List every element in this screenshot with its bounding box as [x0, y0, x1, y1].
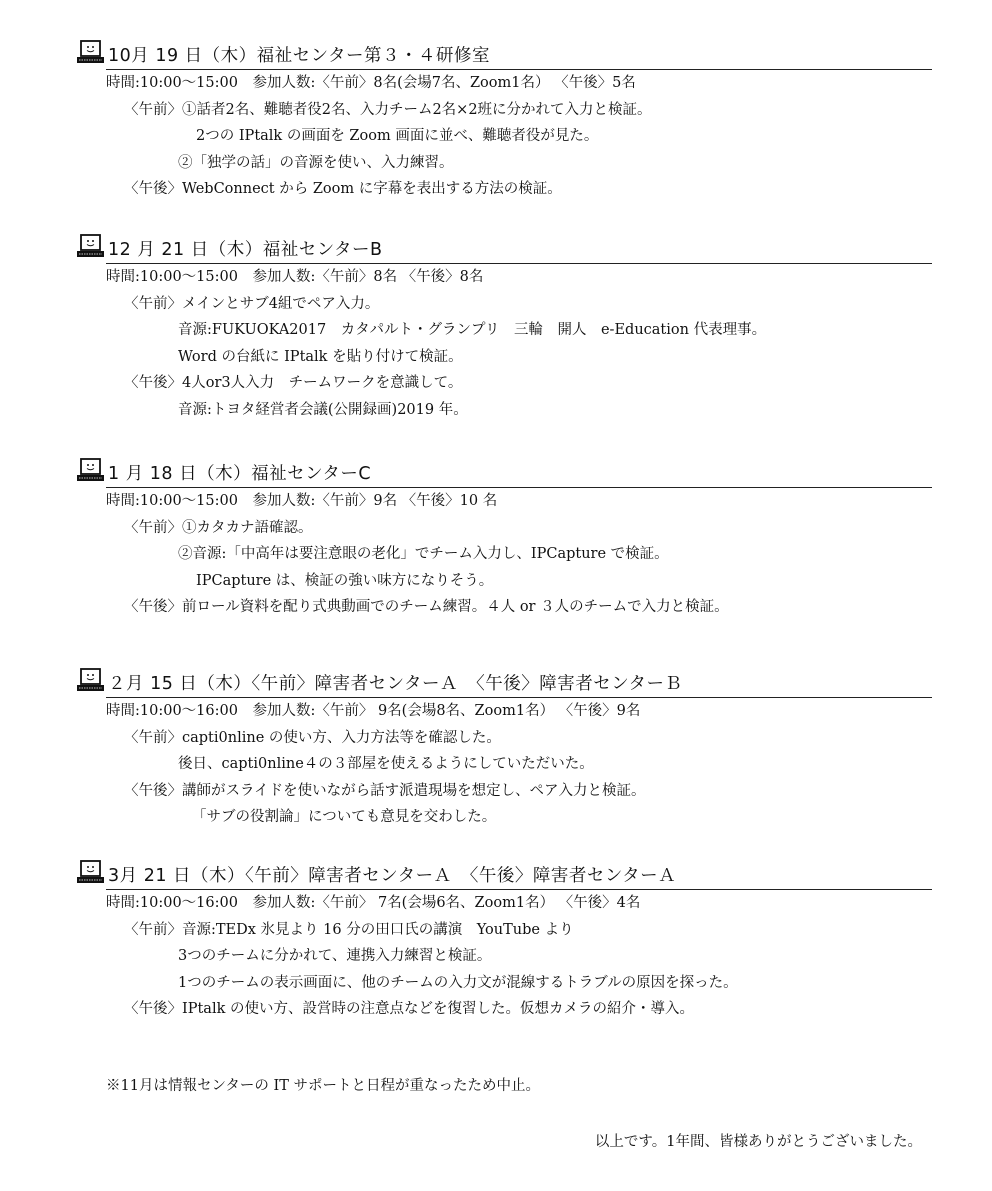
- afternoon-line: 〈午後〉4人or3人入力 チームワークを意識して。: [124, 375, 463, 391]
- session-heading: [76, 856, 932, 890]
- detail-line: 2つの IPtalk の画面を Zoom 画面に並べ、難聴者役が見た。: [196, 128, 599, 144]
- session-heading: [76, 230, 932, 264]
- session-february: [76, 664, 932, 831]
- detail-line: 音源:トヨタ経営者会議(公開録画)2019 年。: [178, 401, 468, 418]
- morning-line: 〈午前〉①話者2名、難聴者役2名、入力チーム2名×2班に分かれて入力と検証。: [124, 101, 652, 118]
- session-heading: [76, 454, 932, 488]
- session-march: [76, 856, 932, 1023]
- detail-line: Word の台紙に IPtalk を貼り付けて検証。: [178, 348, 463, 365]
- session-summary: 時間:10:00～15:00 参加人数:〈午前〉8名 〈午後〉8名: [106, 269, 484, 285]
- session-title: ２月 15 日（木）〈午前〉障害者センターＡ 〈午後〉障害者センターＢ: [108, 674, 683, 694]
- session-summary: 時間:10:00～16:00 参加人数:〈午前〉 7名(会場6名、Zoom1名） 〈午後〉4名: [106, 895, 641, 911]
- session-title: 1 月 18 日（木）福祉センターC: [108, 464, 372, 484]
- session-title: 10月 19 日（木）福祉センター第３・４研修室: [108, 46, 490, 66]
- laptop-icon: [76, 38, 106, 68]
- detail-line: 音源:FUKUOKA2017 カタパルト・グランプリ 三輪 開人 e-Education 代表理事。: [178, 322, 767, 338]
- morning-line: 〈午前〉capti0nline の使い方、入力方法等を確認した。: [124, 729, 501, 746]
- detail-line: ②「独学の話」の音源を使い、入力練習。: [178, 154, 454, 171]
- morning-line: 〈午前〉①カタカナ語確認。: [124, 519, 313, 536]
- afternoon-line: 〈午後〉IPtalk の使い方、設営時の注意点などを復習した。仮想カメラの紹介・導入。: [124, 1001, 694, 1017]
- detail-line: 後日、capti0nline４の３部屋を使えるようにしていただいた。: [178, 756, 594, 772]
- detail-line: IPCapture は、検証の強い味方になりそう。: [196, 572, 494, 589]
- detail-line: 1つのチームの表示画面に、他のチームの入力文が混線するトラブルの原因を探った。: [178, 974, 738, 991]
- afternoon-line: 〈午後〉WebConnect から Zoom に字幕を表出する方法の検証。: [124, 181, 562, 197]
- detail-line: 「サブの役割論」についても意見を交わした。: [192, 809, 497, 825]
- afternoon-line: 〈午後〉前ロール資料を配り式典動画でのチーム練習。４人 or ３人のチームで入力と検証。: [124, 599, 729, 615]
- session-january: [76, 454, 932, 621]
- morning-line: 〈午前〉メインとサブ4組でペア入力。: [124, 295, 380, 312]
- session-title: 12 月 21 日（木）福祉センターB: [108, 240, 383, 260]
- laptop-icon: [76, 456, 106, 486]
- laptop-icon: [76, 666, 106, 696]
- detail-line: 3つのチームに分かれて、連携入力練習と検証。: [178, 948, 492, 964]
- morning-line: 〈午前〉音源:TEDx 氷見より 16 分の田口氏の講演 YouTube より: [124, 921, 574, 938]
- session-october: [76, 36, 932, 203]
- session-summary: 時間:10:00～16:00 参加人数:〈午前〉 9名(会場8名、Zoom1名） 〈午後〉9名: [106, 703, 641, 719]
- laptop-icon: [76, 858, 106, 888]
- session-heading: [76, 36, 932, 70]
- laptop-icon: [76, 232, 106, 262]
- session-title: 3月 21 日（木）〈午前〉障害者センターＡ 〈午後〉障害者センターＡ: [108, 866, 677, 886]
- session-heading: [76, 664, 932, 698]
- closing-remark: 以上です。1年間、皆様ありがとうございました。: [594, 1134, 922, 1150]
- session-summary: 時間:10:00～15:00 参加人数:〈午前〉9名 〈午後〉10 名: [106, 493, 498, 509]
- cancellation-note: ※11月は情報センターの IT サポートと日程が重なったため中止。: [106, 1078, 540, 1094]
- session-december: [76, 230, 932, 423]
- session-summary: 時間:10:00～15:00 参加人数:〈午前〉8名(会場7名、Zoom1名） 〈午後〉5名: [106, 75, 636, 91]
- detail-line: ②音源:「中高年は要注意眼の老化」でチーム入力し、IPCapture で検証。: [178, 546, 669, 562]
- afternoon-line: 〈午後〉講師がスライドを使いながら話す派遣現場を想定し、ペア入力と検証。: [124, 782, 646, 799]
